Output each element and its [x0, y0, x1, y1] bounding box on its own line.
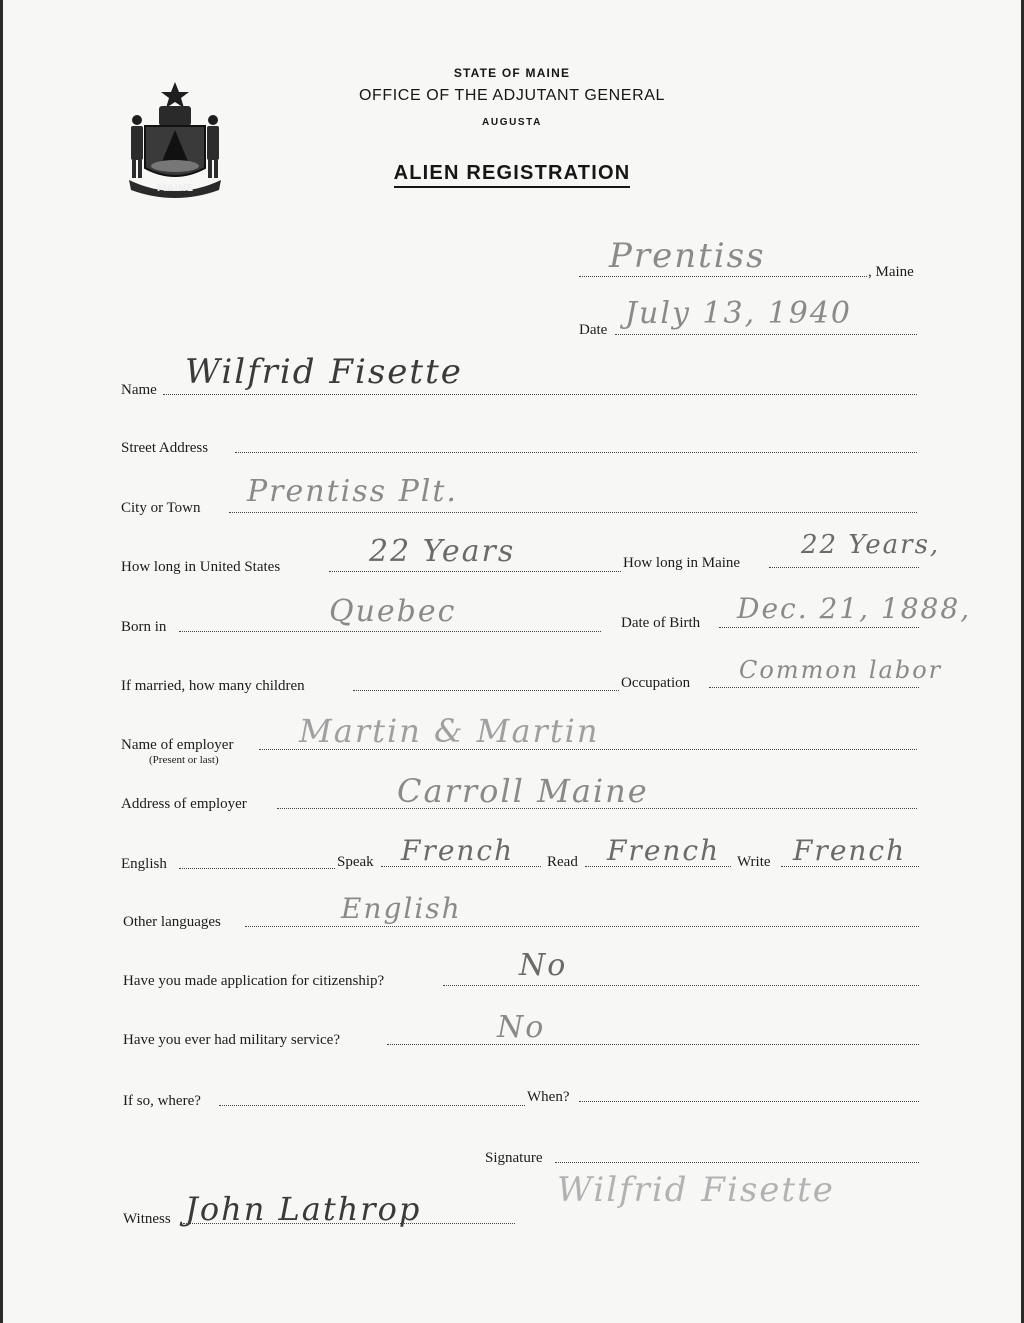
citizenship-value[interactable]: No	[519, 948, 568, 983]
form-title	[3, 162, 1021, 185]
children-label: If married, how many children	[121, 678, 305, 694]
maine-label: , Maine	[868, 264, 914, 280]
speak-value[interactable]: French	[401, 834, 515, 867]
city-line	[229, 512, 917, 513]
write-label: Write	[737, 854, 771, 870]
witness-label: Witness	[123, 1211, 171, 1227]
state-heading: STATE OF MAINE	[453, 66, 571, 80]
when-line	[579, 1101, 919, 1102]
english-label: English	[121, 856, 167, 872]
seal-banner-text: MAINE	[156, 183, 194, 194]
city-value[interactable]: Prentiss Plt.	[247, 474, 458, 509]
children-line	[353, 690, 619, 691]
other-languages-value[interactable]: English	[341, 892, 462, 925]
citizenship-label: Have you made application for citizenship?	[123, 973, 385, 989]
employer-address-value[interactable]: Carroll Maine	[397, 772, 649, 810]
how-long-us-line	[329, 571, 621, 572]
town-value[interactable]: Prentiss	[609, 236, 766, 276]
signature-line	[555, 1162, 919, 1163]
military-label: Have you ever had military service?	[123, 1032, 340, 1048]
write-value[interactable]: French	[793, 834, 907, 867]
date-label: Date	[579, 322, 608, 338]
name-line	[163, 394, 917, 395]
street-label: Street Address	[121, 440, 209, 456]
military-line	[387, 1044, 919, 1045]
how-long-me-value[interactable]: 22 Years,	[801, 530, 941, 560]
signature-value[interactable]: Wilfrid Fisette	[557, 1170, 835, 1210]
occupation-value[interactable]: Common labor	[739, 656, 943, 684]
how-long-me-label: How long in Maine	[623, 555, 741, 571]
other-languages-label: Other languages	[123, 914, 221, 930]
city-heading: AUGUSTA	[482, 117, 542, 128]
where-label: If so, where?	[123, 1093, 201, 1109]
how-long-us-label: How long in United States	[121, 559, 281, 575]
name-label: Name	[121, 382, 157, 398]
english-line	[179, 868, 335, 869]
born-in-label: Born in	[121, 619, 167, 635]
witness-value[interactable]: John Lathrop	[185, 1190, 422, 1228]
form-title-text: ALIEN REGISTRATION	[394, 162, 631, 188]
when-label: When?	[527, 1089, 570, 1105]
born-in-value[interactable]: Quebec	[329, 594, 457, 629]
where-line	[219, 1105, 525, 1106]
military-value[interactable]: No	[497, 1010, 546, 1045]
town-line	[579, 276, 867, 277]
other-languages-line	[245, 926, 919, 927]
date-of-birth-label: Date of Birth	[621, 615, 701, 631]
date-value[interactable]: July 13, 1940	[625, 296, 853, 331]
employer-value[interactable]: Martin & Martin	[299, 712, 600, 750]
date-of-birth-line	[719, 627, 919, 628]
name-value[interactable]: Wilfrid Fisette	[185, 352, 463, 392]
citizenship-line	[443, 985, 919, 986]
date-of-birth-value[interactable]: Dec. 21, 1888,	[737, 592, 972, 625]
read-label: Read	[547, 854, 578, 870]
street-line	[235, 452, 917, 453]
occupation-line	[709, 687, 919, 688]
office-heading: OFFICE OF THE ADJUTANT GENERAL	[358, 87, 666, 104]
born-in-line	[179, 631, 601, 632]
employer-label: Name of employer	[121, 737, 234, 753]
signature-label: Signature	[485, 1150, 543, 1166]
date-line	[615, 334, 917, 335]
registration-form	[3, 0, 1021, 1323]
city-label: City or Town	[121, 500, 201, 516]
read-value[interactable]: French	[607, 834, 721, 867]
occupation-label: Occupation	[621, 675, 691, 691]
speak-label: Speak	[337, 854, 374, 870]
employer-sub-label: (Present or last)	[149, 754, 219, 766]
how-long-us-value[interactable]: 22 Years	[369, 534, 516, 569]
employer-address-label: Address of employer	[121, 796, 247, 812]
how-long-me-line	[769, 567, 919, 568]
